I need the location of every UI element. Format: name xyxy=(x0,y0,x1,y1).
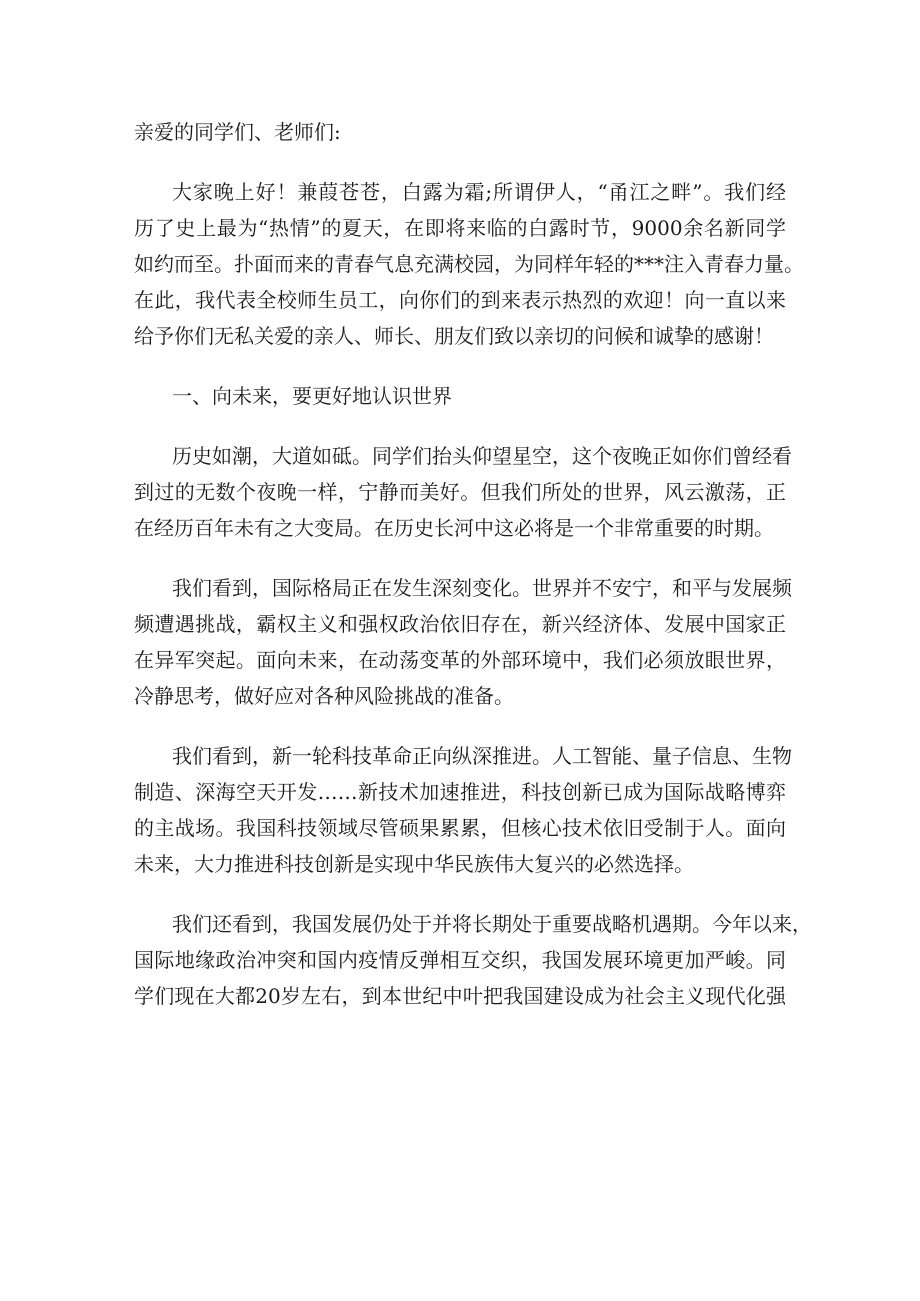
text-line: 在此，我代表全校师生员工，向你们的到来表示热烈的欢迎！向一直以来 xyxy=(134,288,786,312)
salutation xyxy=(134,114,786,150)
heading-line: 一、向未来，要更好地认识世界 xyxy=(172,384,452,408)
text-line: 历了史上最为“热情”的夏天，在即将来临的白露时节，9000余名新同学 xyxy=(134,216,786,240)
text-line: 制造、深海空天开发……新技术加速推进，科技创新已成为国际战略博弈 xyxy=(134,780,786,804)
text-line: 学们现在大都20岁左右，到本世纪中叶把我国建设成为社会主义现代化强 xyxy=(134,984,786,1008)
text-line: 我们看到，新一轮科技革命正向纵深推进。人工智能、量子信息、生物 xyxy=(172,744,792,768)
paragraph-welcome xyxy=(134,174,804,354)
text-line: 我们看到，国际格局正在发生深刻变化。世界并不安宁，和平与发展频 xyxy=(172,576,792,600)
document-body xyxy=(134,114,812,1038)
text-line: 在异军突起。面向未来，在动荡变革的外部环境中，我们必须放眼世界， xyxy=(134,648,786,672)
text-line: 我们还看到，我国发展仍处于并将长期处于重要战略机遇期。今年以来， xyxy=(172,912,812,936)
paragraph-technology xyxy=(134,738,792,882)
paragraph-development xyxy=(134,906,812,1014)
text-line: 给予你们无私关爱的亲人、师长、朋友们致以亲切的问候和诚挚的感谢！ xyxy=(134,324,774,348)
text-line: 在经历百年未有之大变局。在历史长河中这必将是一个非常重要的时期。 xyxy=(134,516,774,540)
section-heading xyxy=(134,378,786,414)
text-line: 大家晚上好！兼葭苍苍，白露为霜;所谓伊人，“甬江之畔”。我们经 xyxy=(172,180,786,204)
text-line: 未来，大力推进科技创新是实现中华民族伟大复兴的必然选择。 xyxy=(134,852,694,876)
paragraph-international xyxy=(134,570,792,714)
text-line: 的主战场。我国科技领域尽管硕果累累，但核心技术依旧受制于人。面向 xyxy=(134,816,786,840)
text-line: 历史如潮，大道如砥。同学们抬头仰望星空，这个夜晚正如你们曾经看 xyxy=(172,444,792,468)
text-line: 频遭遇挑战，霸权主义和强权政治依旧存在，新兴经济体、发展中国家正 xyxy=(134,612,786,636)
text-line: 到过的无数个夜晚一样，宁静而美好。但我们所处的世界，风云激荡，正 xyxy=(134,480,786,504)
text-line: 如约而至。扑面而来的青春气息充满校园，为同样年轻的***注入青春力量。 xyxy=(134,252,804,276)
text-line: 国际地缘政治冲突和国内疫情反弹相互交织，我国发展环境更加严峻。同 xyxy=(134,948,786,972)
text-line: 冷静思考，做好应对各种风险挑战的准备。 xyxy=(134,684,514,708)
salutation-line: 亲爱的同学们、老师们: xyxy=(134,120,341,144)
paragraph-history xyxy=(134,438,792,546)
